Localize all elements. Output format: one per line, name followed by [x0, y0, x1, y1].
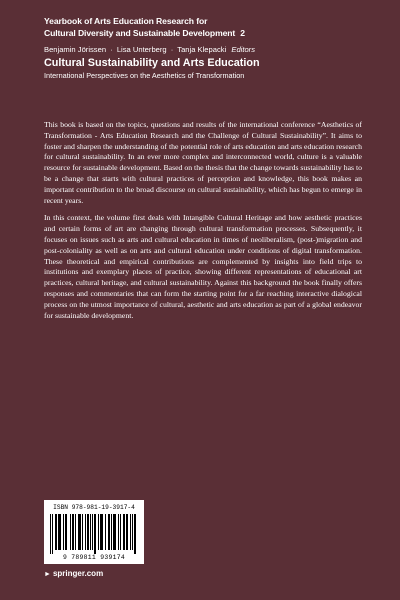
barcode-bar [63, 514, 64, 550]
barcode-bar [78, 514, 79, 550]
editors-label: Editors [231, 45, 256, 54]
barcode-bar [87, 514, 88, 550]
barcode-bar [56, 514, 57, 550]
barcode-bar [59, 514, 60, 550]
barcode-bar [124, 514, 125, 550]
blurb-text [44, 120, 362, 328]
barcode-bar [135, 514, 136, 554]
series-line-1: Yearbook of Arts Education Research for [44, 16, 208, 26]
barcode-bar [111, 514, 112, 550]
book-title: Cultural Sustainability and Arts Education [44, 57, 260, 69]
barcode-bar [114, 514, 115, 550]
series-line-2-row [44, 28, 364, 40]
barcode-bar [88, 514, 89, 550]
publisher-link-text: springer.com [52, 569, 104, 578]
barcode-bar [108, 514, 109, 550]
barcode-bar [120, 514, 121, 550]
barcode-bar [98, 514, 99, 550]
barcode-bar [115, 514, 116, 550]
barcode-bar [102, 514, 103, 550]
barcode-bar [66, 514, 67, 550]
barcode-bar [58, 514, 59, 550]
isbn-barcode-box [44, 500, 144, 564]
barcode-bar [70, 514, 71, 550]
blurb-paragraph-1: This book is based on the topics, questions and results of the international conference “Aesthetics of Transformation - Arts Education Research and the Challenge of Cultural Sustainability”. It aims to foster and sharpen the understanding of the potential role of arts education and arts education research for cultural sustainability. In an ever more complex and interconnected world, culture is a valuable resource for sustainable development. Based on the thesis that the change towards sustainability has to be a change that starts with cultural practices of perception and knowledge, this book makes an important contribution to the broad discourse on cultural sustainability, which has begun to emerge in recent years. [44, 120, 362, 205]
barcode-bar [100, 514, 101, 550]
barcode-bar [118, 514, 119, 550]
editors-line [44, 45, 374, 55]
barcode-graphic [50, 514, 138, 554]
barcode-bar [65, 514, 66, 550]
barcode-bar [80, 514, 81, 550]
series-line-2: Cultural Diversity and Sustainable Development [44, 27, 236, 38]
barcode-bar [95, 514, 96, 554]
barcode-bar [109, 514, 110, 550]
ean-digits: 9 789811 939174 [62, 554, 126, 561]
editor-name: Benjamin Jörissen [44, 45, 107, 54]
publisher-website-link[interactable] [44, 568, 103, 580]
barcode-bar [132, 514, 133, 550]
series-title [44, 16, 364, 39]
barcode-bar [94, 514, 95, 554]
barcode-bar [85, 514, 86, 550]
editor-separator: · [110, 45, 113, 54]
isbn-text: ISBN 978-981-19-3917-4 [53, 504, 135, 511]
barcode-bar [75, 514, 76, 550]
barcode-bar [82, 514, 83, 550]
series-volume-number: 2 [240, 27, 245, 38]
barcode-bar [92, 514, 93, 550]
book-subtitle: International Perspectives on the Aesthetics of Transformation [44, 71, 245, 80]
barcode-bar [130, 514, 131, 550]
editor-name: Tanja Klepacki [177, 45, 227, 54]
barcode-bar [52, 514, 53, 554]
barcode-bar [79, 514, 80, 550]
barcode-bar [123, 514, 124, 550]
barcode-bar [126, 514, 127, 550]
barcode-bar [60, 514, 61, 550]
editor-name: Lisa Unterberg [116, 45, 167, 54]
barcode-bar [90, 514, 91, 550]
triangle-right-icon: ► [44, 571, 51, 578]
barcode-bar [72, 514, 73, 550]
barcode-bar [55, 514, 56, 550]
editor-separator: · [170, 45, 174, 54]
barcode-bar [101, 514, 102, 550]
barcode-bar [50, 514, 51, 554]
barcode-bar [134, 514, 135, 554]
barcode-bar [73, 514, 74, 550]
barcode-bar [113, 514, 114, 550]
barcode-bar [127, 514, 128, 550]
blurb-paragraph-2: In this context, the volume first deals with Intangible Cultural Heritage and how aesthetic practices and certain forms of art are changing through cultural transformation processes. Subsequently, it focuses on issues such as arts and cultural education in times of neoliberalism, (post-)migration and post-coloniality as well as on arts and cultural education under conditions of digital transformation. These theoretical and empirical contributions are complemented by insights into field trips to institutions and exemplary places of practice, showing different representations of educational art practices, cultural heritage, and cultural sustainability. Against this background the book finally offers responses and commentaries that can form the starting point for a far reaching interactive dialogical process on the utmost importance of cultural, aesthetic and arts education as part of a global endeavor for sustainable development. [44, 213, 362, 320]
barcode-bar [105, 514, 106, 550]
